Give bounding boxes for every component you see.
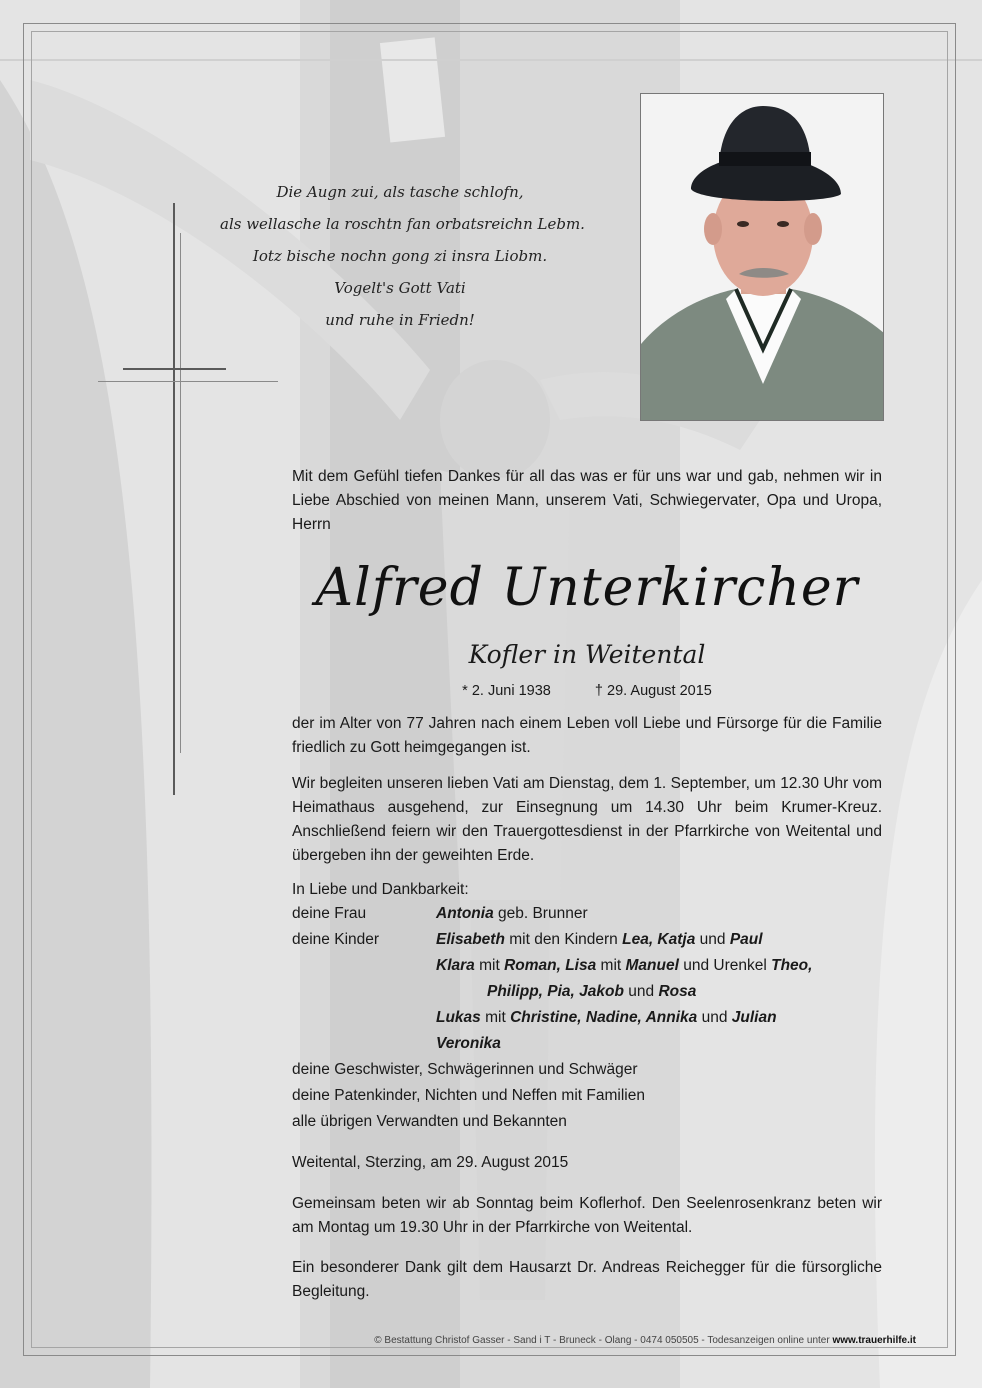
child-row xyxy=(436,928,763,952)
cross-ornament-vertical xyxy=(173,203,175,795)
portrait-photo xyxy=(640,93,884,421)
mourner-name: Christine, Nadine, Annika xyxy=(510,1009,698,1026)
verse-line: Die Augn zui, als tasche schlofn, xyxy=(276,183,524,201)
child-row xyxy=(436,1032,501,1056)
footer-text: © Bestattung Christof Gasser - Sand i T - Bruneck - Olang - 0474 050505 - Todesanzeigen online unter xyxy=(374,1335,833,1346)
mourners-heading: In Liebe und Dankbarkeit: xyxy=(292,881,469,898)
place-and-date: Weitental, Sterzing, am 29. August 2015 xyxy=(292,1154,569,1171)
mourner-name: Julian xyxy=(731,1009,777,1026)
funeral-paragraph: Wir begleiten unseren lieben Vati am Dienstag, dem 1. September, um 12.30 Uhr vom Heimathaus ausgehend, zur Einsegnung um 14.30 Uhr beim Krumer-Kreuz. Anschließend feiern wir den Trauergottesdienst in der Pfarrkirche von Weitental und übergeben ihn der geweihten Erde. xyxy=(292,775,882,864)
age-paragraph: der im Alter von 77 Jahren nach einem Leben voll Liebe und Fürsorge für die Familie friedlich zu Gott heimgegangen ist. xyxy=(292,715,882,756)
footer-credit xyxy=(30,1334,916,1348)
connector-text: und xyxy=(697,1009,732,1026)
child-row xyxy=(487,980,696,1004)
footer-link[interactable]: www.trauerhilfe.it xyxy=(832,1335,916,1346)
mourner-name: Rosa xyxy=(658,983,697,1000)
connector-text: und Urenkel xyxy=(678,957,772,974)
mourner-name: Lea, Katja xyxy=(622,931,696,948)
verse-line: und ruhe in Friedn! xyxy=(325,311,475,329)
connector-text: mit xyxy=(480,1009,511,1026)
thanks-paragraph: Ein besonderer Dank gilt dem Hausarzt Dr. Andreas Reichegger für die fürsorgliche Begleitung. xyxy=(292,1259,882,1300)
mourner-name: Lukas xyxy=(436,1009,481,1026)
life-dates xyxy=(292,680,882,702)
child-row xyxy=(436,1006,777,1030)
godchildren-line: deine Patenkinder, Nichten und Neffen mit Familien xyxy=(292,1087,645,1104)
connector-text: mit xyxy=(596,957,626,974)
mourner-name: Manuel xyxy=(625,957,679,974)
child-row xyxy=(436,954,812,978)
mourner-name: Klara xyxy=(436,957,475,974)
wife-entry xyxy=(436,902,588,926)
connector-text: mit den Kindern xyxy=(504,931,623,948)
memorial-verse xyxy=(220,176,585,336)
deceased-name: Alfred Unterkircher xyxy=(315,558,859,618)
mourner-name: Roman, Lisa xyxy=(504,957,597,974)
death-symbol: † xyxy=(594,683,603,699)
death-date: 29. August 2015 xyxy=(607,683,712,699)
relatives-line: alle übrigen Verwandten und Bekannten xyxy=(292,1113,567,1130)
intro-paragraph: Mit dem Gefühl tiefen Dankes für all das was er für uns war und gab, nehmen wir in Liebe Abschied von meinen Mann, unserem Vati, Schwiegervater, Opa und Uropa, Herrn xyxy=(292,468,882,533)
cross-ornament-horizontal-thin xyxy=(98,381,278,382)
connector-text: und xyxy=(695,931,730,948)
birth-symbol: * xyxy=(462,683,468,699)
cross-ornament-horizontal xyxy=(123,368,226,370)
verse-line: als wellasche la roschtn fan orbatsreichn Lebm. xyxy=(220,215,585,233)
mourner-name: Philipp, Pia, Jakob xyxy=(487,983,624,1000)
mourner-name: Theo, xyxy=(771,957,813,974)
mourner-name: Veronika xyxy=(436,1035,501,1052)
connector-text: und xyxy=(623,983,659,1000)
connector-text: mit xyxy=(474,957,505,974)
prayer-paragraph: Gemeinsam beten wir ab Sonntag beim Koflerhof. Den Seelenrosenkranz beten wir am Montag um 19.30 Uhr in der Pfarrkirche von Weitental. xyxy=(292,1195,882,1236)
siblings-line: deine Geschwister, Schwägerinnen und Schwäger xyxy=(292,1061,638,1078)
children-label: deine Kinder xyxy=(292,931,380,948)
mourner-name: Elisabeth xyxy=(436,931,505,948)
mourner-name: Paul xyxy=(729,931,763,948)
verse-line: Iotz bische nochn gong zi insra Liobm. xyxy=(252,247,548,265)
birth-date: 2. Juni 1938 xyxy=(471,683,551,699)
cross-ornament-vertical-thin xyxy=(180,233,181,753)
wife-name: Antonia xyxy=(436,905,494,922)
portrait-illustration xyxy=(641,94,884,421)
house-name: Kofler in Weitental xyxy=(468,640,706,669)
wife-label: deine Frau xyxy=(292,905,367,922)
verse-line: Vogelt's Gott Vati xyxy=(334,279,466,297)
wife-maiden: geb. Brunner xyxy=(493,905,588,922)
